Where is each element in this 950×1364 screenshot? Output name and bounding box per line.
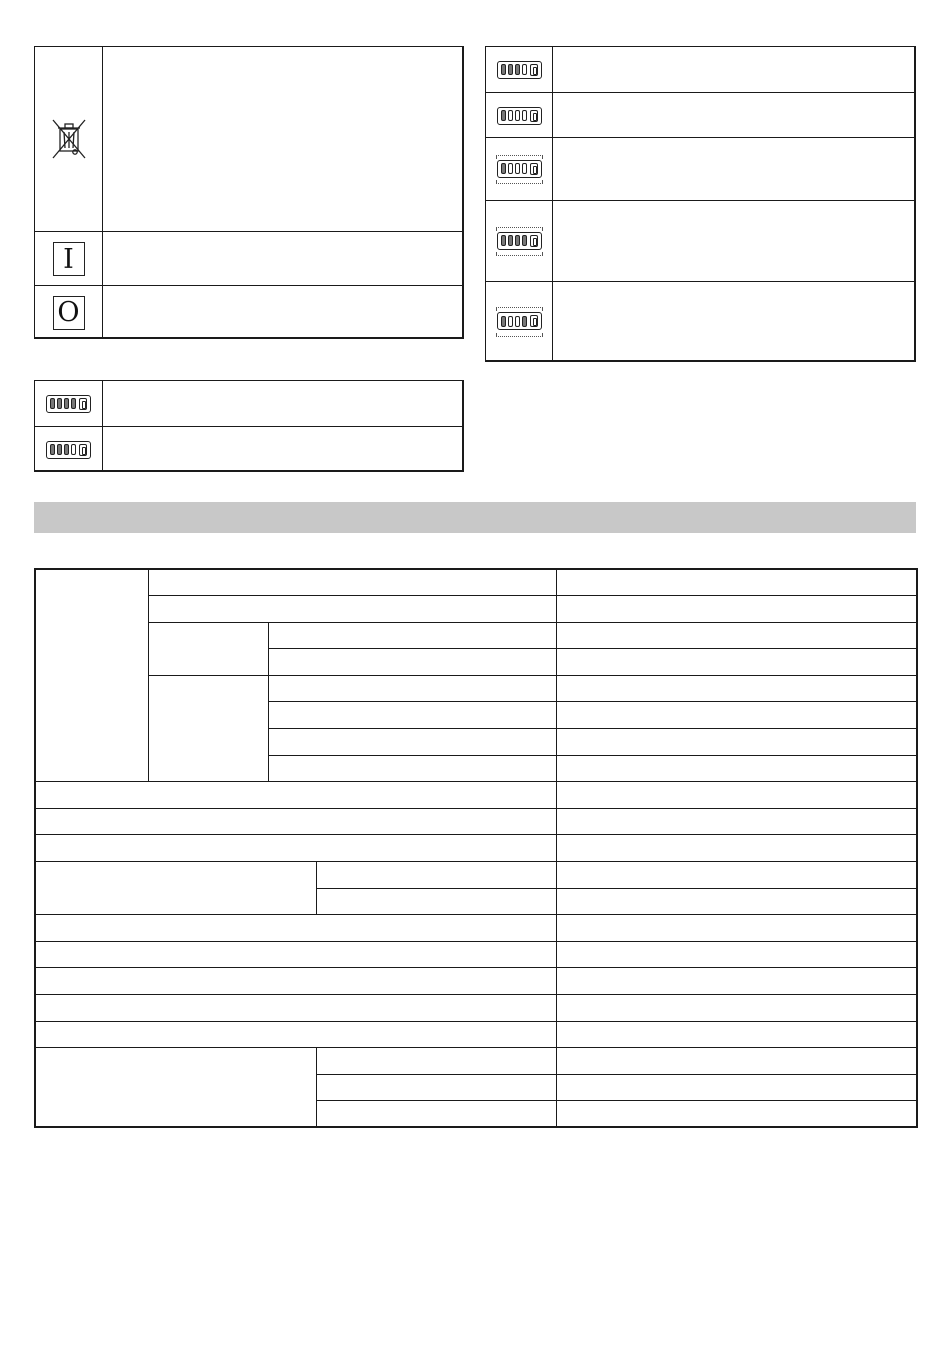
power-off-symbol-icon: O [53,296,85,330]
table-row [35,782,917,809]
battery-3-bars-icon [46,441,91,459]
symbol-row-disposal [35,47,462,231]
table-cell [556,1021,917,1048]
battery-row [486,137,914,201]
battery-text [102,381,462,426]
table-cell [35,968,556,995]
battery-text [552,47,914,92]
battery-row [486,200,914,282]
table-cell [35,569,148,782]
crossed-out-wheelie-bin-icon [50,117,88,161]
table-cell [316,1101,556,1128]
table-cell [316,1074,556,1101]
table-cell [556,862,917,889]
table-cell [316,888,556,915]
section-header-band [34,502,916,533]
table-cell [556,702,917,729]
table-cell [268,702,556,729]
symbol-row-on [35,231,462,286]
battery-row [35,381,462,426]
table-cell [148,622,268,675]
table-cell [556,1074,917,1101]
table-cell [556,622,917,649]
table-cell [148,569,556,596]
table-cell [316,1048,556,1075]
table-cell [556,835,917,862]
table-cell [556,941,917,968]
table-cell [556,596,917,623]
table-row [35,1048,917,1075]
table-row [35,1021,917,1048]
symbol-text [102,286,462,339]
table-cell [556,782,917,809]
table-cell [268,729,556,756]
table-cell [556,569,917,596]
battery-row [486,92,914,138]
specification-table [34,568,918,1128]
table-cell [556,1101,917,1128]
table-cell [35,915,556,942]
table-cell [268,649,556,676]
table-row [35,835,917,862]
table-row [35,862,917,889]
table-cell [268,755,556,782]
table-cell [268,675,556,702]
table-cell [35,1048,316,1128]
table-cell [556,755,917,782]
battery-all-bars-flashing-icon [494,226,545,258]
table-cell [556,649,917,676]
table-cell [556,888,917,915]
table-cell [556,808,917,835]
table-cell [35,862,316,915]
battery-row [486,281,914,362]
table-row [35,995,917,1022]
table-cell [556,675,917,702]
table-cell [556,1048,917,1075]
battery-3-bars-icon [497,61,542,79]
table-cell [556,995,917,1022]
battery-1-bar-flashing-icon [494,154,545,186]
table-row [35,808,917,835]
battery-1-bar-icon [497,107,542,125]
table-cell [35,995,556,1022]
table-cell [268,622,556,649]
table-cell [35,782,556,809]
power-on-symbol-icon: I [53,242,85,276]
table-row [35,622,917,649]
table-cell [556,968,917,995]
symbol-text [102,232,462,286]
symbols-table [34,46,464,339]
table-cell [556,915,917,942]
table-cell [148,675,268,781]
table-cell [556,729,917,756]
symbol-text [102,47,462,231]
battery-indicator-table [485,46,916,362]
battery-text [552,201,914,282]
battery-text [552,138,914,201]
table-cell [148,596,556,623]
table-cell [35,1021,556,1048]
table-row [35,968,917,995]
battery-text [552,93,914,138]
battery-text [552,282,914,362]
table-row [35,569,917,596]
table-row [35,675,917,702]
battery-outer-bars-flashing-icon [494,306,545,338]
table-row [35,941,917,968]
battery-row [486,47,914,92]
battery-level-table [34,380,464,472]
table-cell [35,941,556,968]
table-cell [316,862,556,889]
battery-row [35,426,462,472]
symbol-row-off [35,285,462,339]
table-row [35,596,917,623]
battery-text [102,427,462,472]
table-row [35,915,917,942]
battery-full-icon [46,395,91,413]
table-cell [35,835,556,862]
table-cell [35,808,556,835]
